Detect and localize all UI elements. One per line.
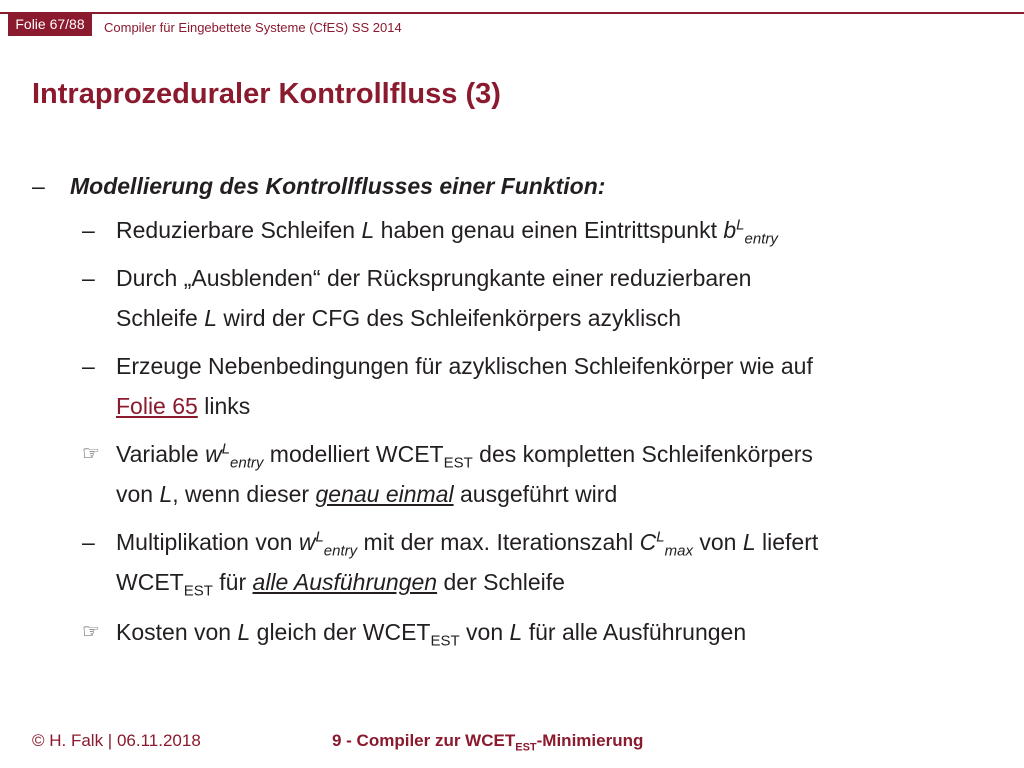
bullet-main-text: Modellierung des Kontrollflusses einer Funktion: bbox=[70, 173, 606, 199]
folie-65-link[interactable]: Folie 65 bbox=[116, 393, 198, 419]
footer-chapter-title: 9 - Compiler zur $WCET_{EST}$-Minimierung bbox=[332, 731, 644, 754]
subscript: EST bbox=[183, 582, 213, 600]
pointing-hand-icon: ☞ bbox=[82, 443, 100, 465]
bullet-text: Kosten von L gleich der $WCET_{EST}$ von L für alle Ausführungen bbox=[116, 619, 747, 650]
var-w: w bbox=[298, 529, 316, 555]
bullet-text bbox=[116, 210, 778, 250]
header-rule bbox=[0, 12, 1024, 14]
subscript: EST bbox=[443, 454, 473, 472]
subscript: entry bbox=[744, 230, 778, 248]
dash-marker: – bbox=[82, 353, 95, 379]
bullet-text: Multiplikation von $w^L_{entry}$ mit der max. Iterationszahl $C^L_{max}$ von L liefert bbox=[116, 528, 819, 560]
dash-marker: – bbox=[82, 217, 95, 243]
dash-marker: – bbox=[32, 173, 45, 199]
var-L: L bbox=[159, 481, 173, 507]
dash-marker: – bbox=[82, 529, 95, 555]
page-title: Intraprozeduraler Kontrollfluss (3) bbox=[32, 78, 501, 110]
emphasis: alle Ausführungen bbox=[252, 569, 438, 595]
superscript: L bbox=[736, 216, 745, 234]
var-C: C bbox=[639, 529, 657, 555]
footer-author-date: © H. Falk | 06.11.2018 bbox=[32, 731, 201, 750]
var-L: L bbox=[509, 619, 523, 645]
var-L: L bbox=[361, 217, 375, 243]
dash-marker: – bbox=[82, 265, 95, 291]
bullet-text: Variable $w^L_{entry}$ modelliert $WCET_{EST}$ des kompletten Schleifenkörpers bbox=[116, 440, 813, 472]
bullet-continuation: Folie 65 links bbox=[116, 393, 251, 419]
emphasis: genau einmal bbox=[315, 481, 454, 507]
var-L: L bbox=[204, 305, 218, 331]
pointing-hand-icon: ☞ bbox=[82, 621, 100, 643]
var-w: w bbox=[205, 441, 222, 467]
bullet-text: Erzeuge Nebenbedingungen für azyklischen Schleifenkörper wie auf bbox=[116, 353, 813, 379]
course-title: Compiler für Eingebettete Systeme (CfES) SS 2014 bbox=[104, 20, 402, 35]
subscript: max bbox=[664, 542, 693, 560]
bullet-text: Durch „Ausblenden“ der Rücksprungkante einer reduzierbaren bbox=[116, 265, 752, 291]
text-span: haben genau einen Eintrittspunkt bbox=[374, 217, 724, 243]
text-span: Reduzierbare Schleifen bbox=[116, 217, 362, 243]
var-L: L bbox=[237, 619, 251, 645]
var-b: b bbox=[723, 217, 737, 243]
superscript: L bbox=[656, 528, 665, 546]
superscript: L bbox=[221, 440, 231, 458]
subscript: EST bbox=[430, 632, 460, 650]
subscript: entry bbox=[323, 542, 358, 560]
bullet-continuation: $WCET_{EST}$ für alle Ausführungen der Schleife bbox=[116, 569, 565, 600]
slide-number-badge: Folie 67/88 bbox=[8, 12, 92, 36]
bullet-continuation: von L, wenn dieser genau einmal ausgeführt wird bbox=[116, 481, 618, 507]
bullet-continuation: Schleife L wird der CFG des Schleifenkörpers azyklisch bbox=[116, 305, 682, 331]
superscript: L bbox=[315, 528, 324, 546]
subscript: entry bbox=[230, 454, 264, 472]
var-L: L bbox=[742, 529, 756, 555]
